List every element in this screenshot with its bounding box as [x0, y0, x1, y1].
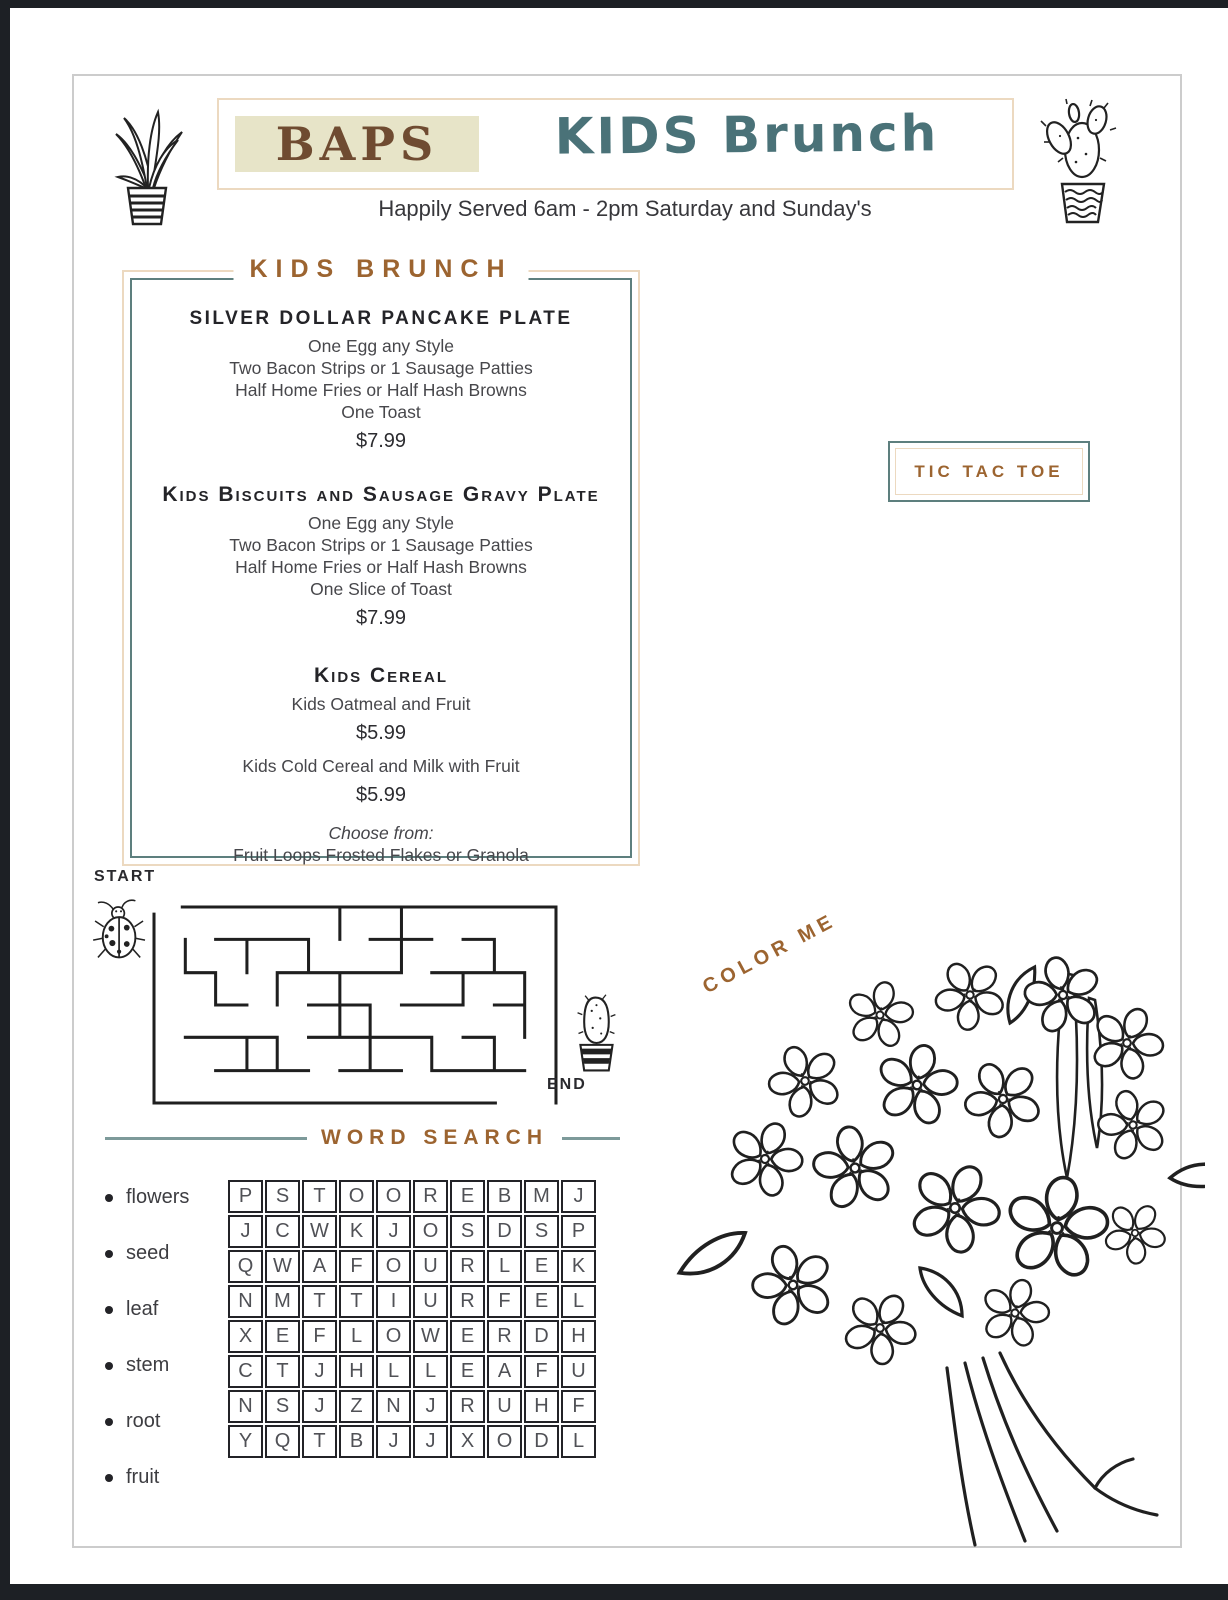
ws-grid-cell: J	[228, 1215, 263, 1248]
menu-item-cereal	[124, 664, 638, 866]
ws-grid-cell: O	[376, 1180, 411, 1213]
tictactoe-grid	[669, 443, 850, 619]
menu-content	[124, 294, 638, 866]
ws-grid-cell: J	[561, 1180, 596, 1213]
ws-grid-cell: Q	[228, 1250, 263, 1283]
ws-grid-cell: C	[228, 1355, 263, 1388]
ws-grid-cell: X	[228, 1320, 263, 1353]
ws-grid-cell: F	[561, 1390, 596, 1423]
flower-bouquet-line-art	[665, 903, 1205, 1553]
ws-grid-cell: E	[450, 1320, 485, 1353]
ws-grid-cell: R	[450, 1250, 485, 1283]
ws-grid-cell: L	[376, 1355, 411, 1388]
menu-item-price: $7.99	[355, 430, 407, 452]
ws-grid-cell: R	[413, 1180, 448, 1213]
ws-grid-cell: T	[265, 1355, 300, 1388]
menu-item-price: $7.99	[355, 607, 407, 629]
ws-grid-cell: L	[561, 1425, 596, 1458]
ws-grid-cell: B	[339, 1425, 374, 1458]
kids-brunch-menu-box	[122, 255, 640, 866]
color-me-label: COLOR ME	[699, 909, 841, 999]
ws-grid-row	[228, 1355, 598, 1388]
ws-grid-cell: M	[524, 1180, 559, 1213]
ws-grid-cell: D	[524, 1425, 559, 1458]
menu-heading: KIDS BRUNCH	[234, 255, 529, 284]
ws-grid-cell: F	[339, 1250, 374, 1283]
menu-item-line: One Egg any Style	[308, 513, 454, 533]
ws-grid-row	[228, 1250, 598, 1283]
tictactoe-label-inner-border	[895, 448, 1083, 495]
ws-grid-cell: O	[376, 1250, 411, 1283]
ladybug-icon	[92, 896, 150, 968]
ws-grid-row	[228, 1320, 598, 1353]
ws-grid-cell: J	[413, 1390, 448, 1423]
ws-grid-cell: D	[524, 1320, 559, 1353]
cereal-note-label: Choose from:	[328, 823, 434, 843]
menu-item-name: Kids Cereal	[313, 664, 448, 687]
brand-logo-text: BAPS	[275, 117, 439, 171]
header-box	[217, 98, 1014, 190]
menu-item-line: Two Bacon Strips or 1 Sausage Patties	[229, 358, 533, 378]
ws-grid-cell: W	[265, 1250, 300, 1283]
menu-item-line: One Slice of Toast	[310, 579, 452, 599]
ws-grid-row	[228, 1215, 598, 1248]
menu-item-line: Half Home Fries or Half Hash Browns	[235, 557, 527, 577]
ws-grid-cell: E	[524, 1285, 559, 1318]
ws-grid-cell: U	[561, 1355, 596, 1388]
tictactoe-grid	[947, 236, 1149, 434]
ws-grid-cell: E	[450, 1180, 485, 1213]
ws-grid-cell: J	[413, 1425, 448, 1458]
ws-grid-row	[228, 1180, 598, 1213]
tictactoe-label-box	[888, 441, 1090, 502]
ws-grid-cell: F	[524, 1355, 559, 1388]
ws-grid-cell: T	[339, 1285, 374, 1318]
menu-item-name: SILVER DOLLAR PANCAKE PLATE	[189, 308, 573, 329]
brand-badge	[235, 116, 479, 172]
ws-grid-cell: C	[265, 1215, 300, 1248]
ws-grid-cell: B	[487, 1180, 522, 1213]
ws-grid-cell: L	[487, 1250, 522, 1283]
menu-item-price: $5.99	[355, 784, 407, 806]
menu-item-name: Kids Biscuits and Sausage Gravy Plate	[162, 483, 600, 506]
menu-item-line: One Toast	[341, 402, 421, 422]
word-search-heading: WORD SEARCH	[321, 1126, 548, 1149]
ws-grid-cell: O	[487, 1425, 522, 1458]
ws-grid-cell: S	[524, 1215, 559, 1248]
ws-grid-cell: J	[302, 1390, 337, 1423]
ws-grid-cell: E	[265, 1320, 300, 1353]
ws-grid-cell: J	[376, 1215, 411, 1248]
small-cactus-icon	[570, 993, 622, 1075]
word-search-heading-row	[105, 1126, 620, 1150]
ws-grid-cell: S	[265, 1180, 300, 1213]
ws-grid-cell: W	[302, 1215, 337, 1248]
ws-grid-cell: T	[302, 1425, 337, 1458]
word-list-item: stem	[105, 1354, 189, 1377]
maze	[150, 904, 560, 1106]
ws-grid-cell: L	[339, 1320, 374, 1353]
menu-item-pancake	[124, 308, 638, 453]
menu-item-price: $5.99	[355, 722, 407, 744]
ws-grid-cell: E	[450, 1355, 485, 1388]
ws-grid-cell: J	[376, 1425, 411, 1458]
ws-grid-cell: M	[265, 1285, 300, 1318]
ws-grid-cell: U	[487, 1390, 522, 1423]
word-search-grid	[228, 1180, 598, 1460]
ws-grid-cell: I	[376, 1285, 411, 1318]
ws-grid-cell: R	[450, 1285, 485, 1318]
ws-grid-cell: X	[450, 1425, 485, 1458]
word-list-item: flowers	[105, 1186, 189, 1209]
maze-end-label: END	[547, 1076, 587, 1093]
divider-line	[562, 1137, 620, 1140]
ws-grid-cell: K	[561, 1250, 596, 1283]
word-search-word-list	[105, 1186, 189, 1522]
ws-grid-cell: U	[413, 1285, 448, 1318]
ws-grid-cell: J	[302, 1355, 337, 1388]
ws-grid-cell: Z	[339, 1390, 374, 1423]
ws-grid-cell: Q	[265, 1425, 300, 1458]
divider-line	[105, 1137, 307, 1140]
ws-grid-cell: Y	[228, 1425, 263, 1458]
ws-grid-cell: A	[487, 1355, 522, 1388]
page-title: KIDS Brunch	[554, 104, 940, 166]
ws-grid-cell: R	[450, 1390, 485, 1423]
menu-item-line: Half Home Fries or Half Hash Browns	[235, 380, 527, 400]
ws-grid-cell: O	[339, 1180, 374, 1213]
menu-item-biscuits	[124, 483, 638, 630]
ws-grid-row	[228, 1285, 598, 1318]
ws-grid-cell: K	[339, 1215, 374, 1248]
ws-grid-cell: S	[265, 1390, 300, 1423]
word-list-item: root	[105, 1410, 189, 1433]
ws-grid-cell: L	[561, 1285, 596, 1318]
ws-grid-cell: F	[302, 1320, 337, 1353]
ws-grid-cell: N	[376, 1390, 411, 1423]
word-list-item: leaf	[105, 1298, 189, 1321]
tictactoe-label: TIC TAC TOE	[914, 461, 1064, 481]
ws-grid-cell: H	[524, 1390, 559, 1423]
ws-grid-cell: O	[413, 1215, 448, 1248]
maze-start-label: START	[94, 868, 157, 885]
menu-item-line: Two Bacon Strips or 1 Sausage Patties	[229, 535, 533, 555]
ws-grid-cell: H	[561, 1320, 596, 1353]
ws-grid-cell: H	[339, 1355, 374, 1388]
ws-grid-cell: T	[302, 1285, 337, 1318]
ws-grid-cell: P	[561, 1215, 596, 1248]
document-page	[10, 8, 1228, 1584]
ws-grid-cell: N	[228, 1285, 263, 1318]
menu-item-line: Kids Cold Cereal and Milk with Fruit	[242, 756, 520, 776]
ws-grid-cell: U	[413, 1250, 448, 1283]
ws-grid-cell: F	[487, 1285, 522, 1318]
ws-grid-cell: N	[228, 1390, 263, 1423]
menu-item-line: Kids Oatmeal and Fruit	[291, 694, 471, 714]
ws-grid-cell: L	[413, 1355, 448, 1388]
menu-item-line: One Egg any Style	[308, 336, 454, 356]
ws-grid-cell: E	[524, 1250, 559, 1283]
ws-grid-cell: R	[487, 1320, 522, 1353]
ws-grid-cell: O	[376, 1320, 411, 1353]
ws-grid-cell: W	[413, 1320, 448, 1353]
ws-grid-row	[228, 1390, 598, 1423]
cereal-note: Fruit Loops Frosted Flakes or Granola	[233, 845, 529, 865]
word-list-item: fruit	[105, 1466, 189, 1489]
word-list-item: seed	[105, 1242, 189, 1265]
header-subtitle: Happily Served 6am - 2pm Saturday and Sunday's	[378, 196, 872, 221]
ws-grid-cell: S	[450, 1215, 485, 1248]
ws-grid-cell: P	[228, 1180, 263, 1213]
ws-grid-cell: D	[487, 1215, 522, 1248]
ws-grid-row	[228, 1425, 598, 1458]
ws-grid-cell: T	[302, 1180, 337, 1213]
ws-grid-cell: A	[302, 1250, 337, 1283]
